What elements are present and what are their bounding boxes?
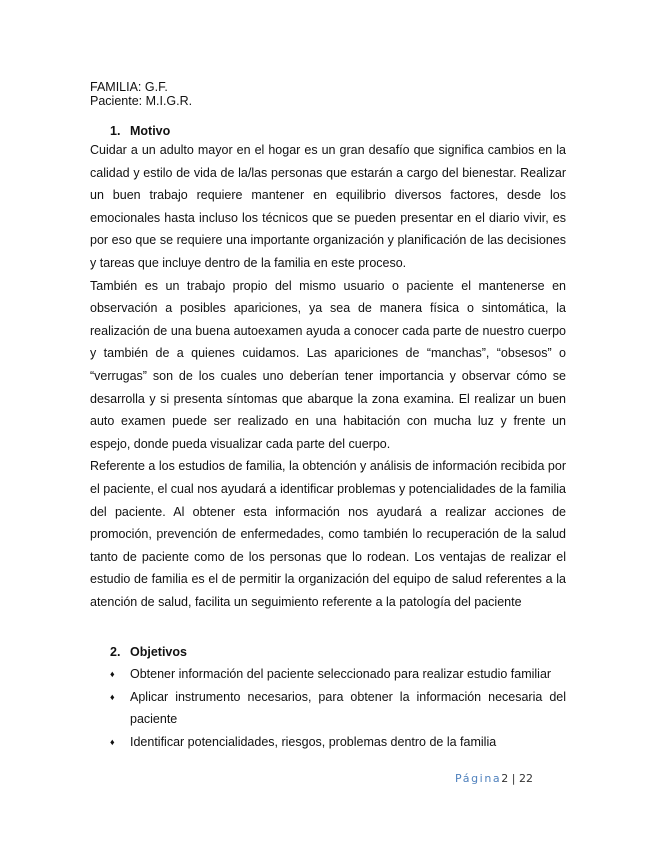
patient-label: Paciente: M.I.G.R. <box>90 94 193 108</box>
list-item <box>90 731 566 753</box>
section-title: Motivo <box>130 124 171 138</box>
paragraph: Cuidar a un adulto mayor en el hogar es un gran desafío que significa cambios en la calidad y estilo de vida de la/las personas que estarán a cargo del bienestar. Realizar un buen trabajo requiere mantener en equilibrio diversos factores, desde los emocionales hasta incluso los técnicos que se pueden presentar en el diario vivir, es por eso que se requiere una importante organización y planificación de las decisiones y tareas que incluye dentro de la familia en este proceso. <box>90 143 566 270</box>
section-number: 2. <box>110 645 121 660</box>
section-title: Objetivos <box>130 645 187 660</box>
paragraph: Referente a los estudios de familia, la obtención y análisis de información recibida por el paciente, el cual nos ayudará a identificar problemas y potencialidades de la familia del paciente. Al obtener esta información nos ayudará a realizar acciones de promoción, prevención de enfermedades, como también lo recuperación de la salud tanto de paciente como de los personas que lo rodean. Los ventajas de realizar el estudio de familia es el de permitir la organización del equipo de salud referentes a la atención de salud, facilita un seguimiento referente a la patología del paciente <box>90 459 566 609</box>
page-number: 2 <box>501 772 509 785</box>
page-footer <box>455 772 533 785</box>
list-item-text: Identificar potencialidades, riesgos, problemas dentro de la familia <box>130 734 497 749</box>
page-separator: | <box>511 772 516 785</box>
list-item-text: Aplicar instrumento necesarios, para obtener la información necesaria del paciente <box>130 689 566 727</box>
list-item <box>90 663 566 685</box>
section-number: 1. <box>110 124 121 138</box>
family-label: FAMILIA: G.F. <box>90 80 168 94</box>
page-word: Página <box>455 772 502 785</box>
section-objetivos <box>90 645 566 753</box>
section-heading-motivo <box>90 124 566 138</box>
document-header <box>90 80 192 108</box>
section-heading-objetivos <box>90 645 566 659</box>
diamond-bullet-icon: ♦ <box>110 736 115 747</box>
list-item-text: Obtener información del paciente seleccionado para realizar estudio familiar <box>130 667 552 682</box>
objectives-list <box>90 663 566 753</box>
diamond-bullet-icon: ♦ <box>110 691 115 702</box>
total-pages: 22 <box>518 772 533 785</box>
section-motivo <box>90 124 566 613</box>
diamond-bullet-icon: ♦ <box>110 669 115 680</box>
list-item <box>90 686 566 731</box>
document-body <box>90 124 566 753</box>
paragraph: También es un trabajo propio del mismo usuario o paciente el mantenerse en observación a posibles apariciones, ya sea de manera física o sintomática, la realización de una buena autoexamen ayuda a conocer cada parte de nuestro cuerpo y también de a quienes cuidamos. Las apariciones de “manchas”, “obsesos” o “verrugas” son de los cuales uno deberían tener importancia y observar cómo se desarrolla y si presenta síntomas que abarque la zona examina. El realizar un buen auto examen puede ser realizado en una habitación con mucha luz y frente un espejo, donde pueda visualizar cada parte del cuerpo. <box>90 278 566 451</box>
